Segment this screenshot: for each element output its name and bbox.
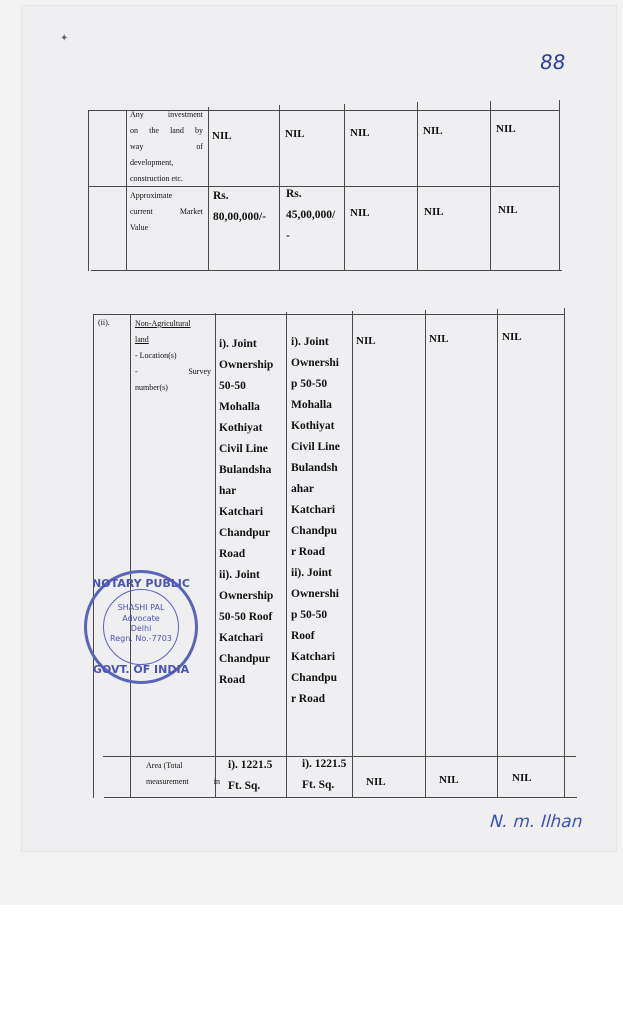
nil-value: NIL xyxy=(496,123,516,135)
table-rule xyxy=(417,102,418,270)
label-line: construction etc. xyxy=(130,174,183,183)
value-line: r Road xyxy=(291,693,325,705)
stamp-regn: Regn. No.-7703 xyxy=(110,634,172,643)
value-line: Kothiyat xyxy=(219,422,263,434)
value-line: Kothiyat xyxy=(291,420,335,432)
stamp-title: Advocate xyxy=(122,614,160,623)
value-line: Katchari xyxy=(291,651,336,663)
value-line: r Road xyxy=(291,546,325,558)
label-title: land xyxy=(135,335,149,344)
page-number: 88 xyxy=(538,50,568,74)
table-rule xyxy=(564,308,565,798)
value-line: 80,00,000/- xyxy=(213,211,267,223)
label-line: - Survey xyxy=(135,367,211,376)
label-line: number(s) xyxy=(135,383,168,392)
label-line: - Location(s) xyxy=(135,351,177,360)
value-line: Road xyxy=(219,548,246,560)
value-line: Chandpu xyxy=(291,525,338,537)
label-title: Non-Agricultural xyxy=(135,319,191,328)
table-rule xyxy=(559,100,560,270)
table-rule xyxy=(93,314,94,798)
value-line: Ownership xyxy=(219,359,274,371)
value-line: p 50-50 xyxy=(291,378,328,390)
area-col2 xyxy=(302,754,362,796)
stamp-name: SHASHI PAL xyxy=(117,603,165,612)
value-line: Ft. Sq. xyxy=(302,779,335,791)
value-line: Ownership xyxy=(219,590,274,602)
table-rule xyxy=(425,310,426,798)
label-line: way of xyxy=(130,142,203,151)
nil-value: NIL xyxy=(498,204,518,216)
nil-value: NIL xyxy=(285,128,305,140)
value-line: Chandpur xyxy=(219,653,271,665)
serial-number: (ii). xyxy=(98,318,110,327)
nil-value: NIL xyxy=(350,207,370,219)
notary-stamp xyxy=(84,570,198,684)
value-line: Roof xyxy=(291,630,315,642)
value-line: Mohalla xyxy=(291,399,332,411)
value-line: Civil Line xyxy=(291,441,340,453)
location-col2 xyxy=(291,332,351,710)
label-line: Approximate xyxy=(130,191,173,200)
investment-label xyxy=(130,107,203,187)
area-col1 xyxy=(228,755,291,797)
nil-value: NIL xyxy=(350,127,370,139)
label-line: on the land by xyxy=(130,126,203,135)
label-line: current Market xyxy=(130,207,203,216)
stamp-outer-top: NOTARY PUBLIC xyxy=(92,577,190,590)
value-line: Civil Line xyxy=(219,443,268,455)
value-line: Rs. xyxy=(213,190,229,202)
table-rule xyxy=(490,101,491,270)
value-line: Chandpu xyxy=(291,672,338,684)
value-line: Mohalla xyxy=(219,401,260,413)
table-rule xyxy=(344,104,345,271)
value-line: Bulandsh xyxy=(291,462,338,474)
nil-value: NIL xyxy=(424,206,444,218)
label-line: Area (Total xyxy=(146,761,183,770)
handwritten-signature: N. m. Ilhan xyxy=(487,812,586,832)
table-rule xyxy=(497,309,498,798)
value-line: ii). Joint xyxy=(219,569,260,581)
value-line: 50-50 xyxy=(219,380,246,392)
value-line: Chandpur xyxy=(219,527,271,539)
nil-value: NIL xyxy=(423,125,443,137)
value-line: i). Joint xyxy=(219,338,257,350)
value-line: Rs. xyxy=(286,188,302,200)
area-label xyxy=(146,758,220,790)
value-line: Ft. Sq. xyxy=(228,780,261,792)
value-line: ii). Joint xyxy=(291,567,332,579)
land-label xyxy=(135,316,211,396)
value-line: har xyxy=(219,485,237,497)
nil-value: NIL xyxy=(439,774,459,786)
table-rule xyxy=(215,313,216,798)
table-rule xyxy=(286,312,287,798)
market-value-col2 xyxy=(286,184,335,247)
nil-value: NIL xyxy=(502,331,522,343)
table-rule xyxy=(352,311,353,798)
stamp-outer-bottom: GOVT. OF INDIA xyxy=(92,663,190,676)
value-line: - xyxy=(286,230,290,242)
label-line: measurement in xyxy=(146,777,220,786)
nil-value: NIL xyxy=(512,772,532,784)
label-line: development, xyxy=(130,158,174,167)
location-col1 xyxy=(219,334,283,691)
market-value-label xyxy=(130,188,203,236)
value-line: Ownershi xyxy=(291,588,339,600)
table-rule xyxy=(126,110,127,271)
table-rule xyxy=(104,797,577,798)
scan-speck: ✦ xyxy=(60,33,69,44)
nil-value: NIL xyxy=(429,333,449,345)
market-value-col1 xyxy=(213,186,266,228)
label-line: Any investment xyxy=(130,110,203,119)
table-rule xyxy=(279,105,280,271)
label-line: Value xyxy=(130,223,149,232)
table-rule xyxy=(88,110,89,271)
table-rule xyxy=(130,314,131,798)
nil-value: NIL xyxy=(366,776,386,788)
table-rule xyxy=(91,270,562,271)
value-line: i). Joint xyxy=(291,336,329,348)
table-rule xyxy=(208,107,209,271)
value-line: ahar xyxy=(291,483,314,495)
stamp-city: Delhi xyxy=(130,624,152,633)
value-line: p 50-50 xyxy=(291,609,328,621)
value-line: i). 1221.5 xyxy=(302,758,347,770)
nil-value: NIL xyxy=(356,335,376,347)
nil-value: NIL xyxy=(212,130,232,142)
value-line: 50-50 Roof xyxy=(219,611,273,623)
table-rule xyxy=(93,314,564,315)
value-line: i). 1221.5 xyxy=(228,759,273,771)
value-line: Katchari xyxy=(219,506,264,518)
value-line: Katchari xyxy=(291,504,336,516)
value-line: Bulandsha xyxy=(219,464,272,476)
value-line: Ownershi xyxy=(291,357,339,369)
value-line: Katchari xyxy=(219,632,264,644)
value-line: 45,00,000/ xyxy=(286,209,336,221)
value-line: Road xyxy=(219,674,246,686)
